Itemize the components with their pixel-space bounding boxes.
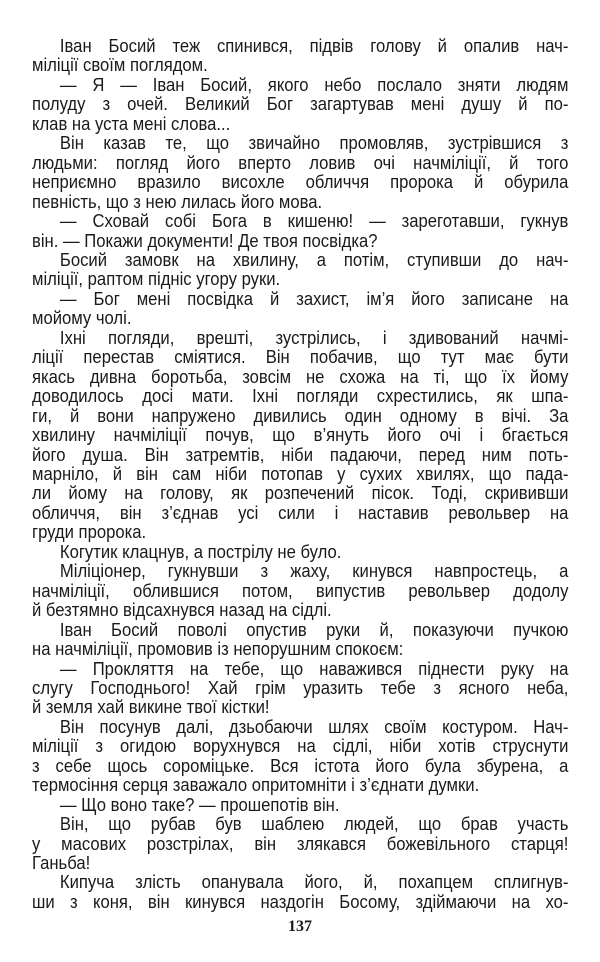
page-number: 137 [288,918,312,935]
text-line: якась дивна боротьба, зовсім не схожа на ті, що їх йому [32,365,569,387]
text-line: Він, що рубав був шаблею людей, що брав участь [59,813,569,835]
paragraph [32,542,568,561]
text-line: міліції з огидою ворухнувся на сідлі, ніби хотів струснути [32,735,569,757]
text-line: його душа. Він затремтів, ніби падаючи, перед ним поть- [32,443,569,465]
text-line: — Що воно таке? — прошепотів він. [59,793,340,815]
paragraph [32,250,568,289]
text-line: неприємно вразило висохле обличчя пророка й обурила [32,171,569,193]
text-line: й безтямно відсахнувся назад на сідлі. [32,599,332,621]
text-line: мойому чолі. [32,307,132,329]
text-line: ши з коня, він кинувся наздогін Босому, здіймаючи на хо- [32,890,569,912]
page-body-text [32,36,568,911]
paragraph [32,814,568,872]
text-line: міліції своїм поглядом. [32,54,208,76]
paragraph [32,872,568,911]
paragraph [32,795,568,814]
paragraph [32,133,568,211]
text-line: слугу Господнього! Хай грім уразить тебе з ясного неба, [32,676,569,698]
text-line: груди пророка. [32,521,147,543]
text-line: Він посунув далі, дзьобаючи шлях своїм костуром. Нач- [59,715,569,737]
paragraph [32,289,568,328]
text-line: Іван Босий теж спинився, підвів голову й опалив нач- [59,35,569,56]
text-line: — Прокляття на тебе, що наважився піднести руку на [59,657,569,679]
paragraph [32,659,568,717]
text-line: Іхні погляди, врешті, зустрілись, і здивований начмі- [59,326,569,348]
text-line: й земля хай викине твої кістки! [32,696,270,718]
text-line: він. — Покажи документи! Де твоя посвідка? [32,229,378,251]
text-line: — Я — Іван Босий, якого небо послало зняти людям [59,73,569,95]
text-line: марніло, й він сам ніби потопав у сухих хвилях, що пада- [32,462,569,484]
text-line: — Бог мені посвідка й захист, ім’я його записане на [59,287,569,309]
text-line: Кипуча злість опанувала його, й, похапцем сплигнув- [59,871,569,893]
text-line: певність, що з нею лилась його мова. [32,190,323,212]
text-line: Іван Босий поволі опустив руки й, показуючи пучкою [59,618,569,640]
text-line: з себе щось сороміцьке. Вся істота його була збурена, а [32,754,569,776]
text-line: міліції, раптом підніс угору руки. [32,268,281,290]
text-line: на начміліції, промовив із непорушним спокоєм: [32,638,404,660]
text-line: обличчя, він з’єднав усі сили і наставив револьвер на [32,501,569,523]
text-line: Ганьба! [32,852,91,874]
text-line: ли йому на голову, як розпечений пісок. Тоді, скрививши [32,482,569,504]
paragraph [32,620,568,659]
text-line: — Сховай собі Бога в кишеню! — зареготавши, гукнув [59,210,569,232]
text-line: полуду з очей. Великий Бог загартував мені душу й по- [32,93,569,115]
text-line: клав на уста мені слова... [32,112,231,134]
text-line: людьми: погляд його вперто ловив очі начміліції, й того [32,151,569,173]
text-line: Когутик клацнув, а пострілу не було. [59,540,342,562]
text-line: доводилось досі мати. Іхні погляди схрестились, як шпа- [32,385,569,407]
text-line: ліції перестав сміятися. Він побачив, що тут має бути [32,346,569,368]
paragraph [32,717,568,795]
paragraph [32,75,568,133]
text-line: начміліції, облившися потом, випустив револьвер додолу [32,579,569,601]
text-line: Він казав те, що звичайно промовляв, зустрівшися з [59,132,569,154]
paragraph [32,561,568,619]
paragraph [32,211,568,250]
text-line: Босий замовк на хвилину, а потім, ступивши до нач- [59,248,569,270]
paragraph [32,328,568,542]
text-line: ги, й вони напружено дивились один одному в вічі. За [32,404,569,426]
text-line: термосіння серця заважало опритомніти і з’єднати думки. [32,774,480,796]
text-line: хвилину начміліції почув, що в’януть його очі і бгається [32,424,569,446]
text-line: Міліціонер, гукнувши з жаху, кинувся навпростець, а [59,560,569,582]
text-line: у масових розстрілах, він злякався божевільного старця! [32,832,569,854]
paragraph [32,36,568,75]
